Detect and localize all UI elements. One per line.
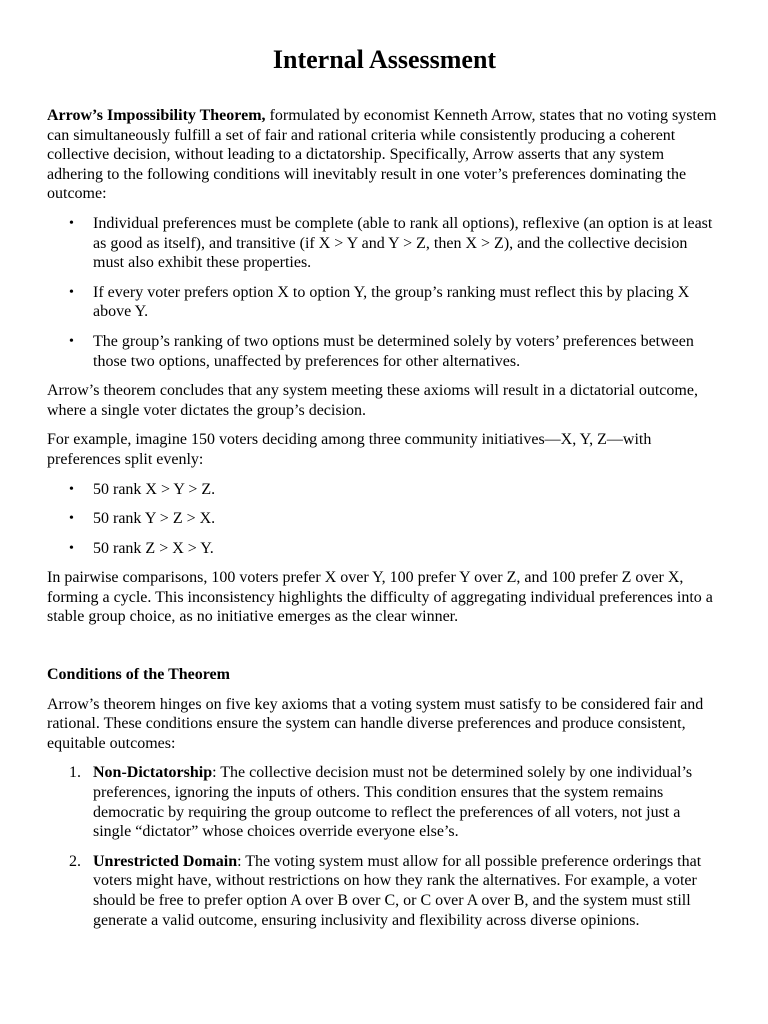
list-item: • The group’s ranking of two options must be determined solely by voters’ preferences between those two options, unaffected by preferences for other alternatives. <box>93 332 722 371</box>
example-intro-paragraph: For example, imagine 150 voters deciding among three community initiatives—X, Y, Z—with preferences split evenly: <box>47 431 652 468</box>
list-item: • If every voter prefers option X to option Y, the group’s ranking must reflect this by placing X above Y. <box>93 283 722 322</box>
section-intro-paragraph: Arrow’s theorem hinges on five key axioms that a voting system must satisfy to be considered fair and rational. These conditions ensure the system can handle diverse preferences and produce consistent, equitable outcomes: <box>47 695 704 752</box>
list-item <box>69 763 722 841</box>
intro-text: formulated by economist Kenneth Arrow, states that no voting system can simultaneously fulfill a set of fair and rational criteria while consistently producing a coherent collective decision, without leading to a dictatorship. Specifically, Arrow asserts that any system adhering to the following conditions will inevitably result in one voter’s preferences dominating the outcome: <box>47 107 717 203</box>
list-number: 1. <box>69 764 81 782</box>
intro-bold-term: Arrow’s Impossibility Theorem, <box>47 107 266 124</box>
list-item: • 50 rank Y > Z > X. <box>93 509 722 529</box>
list-item: • 50 rank Z > X > Y. <box>93 539 722 559</box>
intro-paragraph <box>47 106 722 204</box>
list-item: • 50 rank X > Y > Z. <box>93 480 722 500</box>
axiom-text: : The collective decision must not be determined solely by one individual’s preferences, ignoring the inputs of others. This condition ensures that the system remains democratic by requiring the group outcome to reflect the preferences of all voters, not just a single “dictator” whose choices override everyone else’s. <box>93 764 693 841</box>
list-number: 2. <box>69 852 81 870</box>
list-item <box>69 852 722 930</box>
axiom-term: Unrestricted Domain <box>93 852 238 870</box>
conditions-list <box>47 214 722 371</box>
axiom-text: : The voting system must allow for all possible preference orderings that voters might have, without restrictions on how they rank the alternatives. For example, a voter should be free to prefer option A over B over C, or C over A over B, and the system must still generate a valid outcome, ensuring inclusivity and flexibility across diverse opinions. <box>93 852 702 929</box>
axioms-list <box>47 763 722 930</box>
conclusion-paragraph: Arrow’s theorem concludes that any system meeting these axioms will result in a dictatorial outcome, where a single voter dictates the group’s decision. <box>47 382 698 419</box>
pairwise-paragraph: In pairwise comparisons, 100 voters prefer X over Y, 100 prefer Y over Z, and 100 prefer Z over X, forming a cycle. This inconsistency highlights the difficulty of aggregating individual preferences into a stable group choice, as no initiative emerges as the clear winner. <box>47 569 713 626</box>
page-title: Internal Assessment <box>272 45 497 74</box>
list-item: • Individual preferences must be complete (able to rank all options), reflexive (an option is at least as good as itself), and transitive (if X > Y and Y > Z, then X > Z), and the collective decision must also exhibit these properties. <box>93 214 722 273</box>
example-list <box>47 480 722 559</box>
section-heading: Conditions of the Theorem <box>47 666 230 684</box>
axiom-term: Non-Dictatorship <box>93 764 213 782</box>
